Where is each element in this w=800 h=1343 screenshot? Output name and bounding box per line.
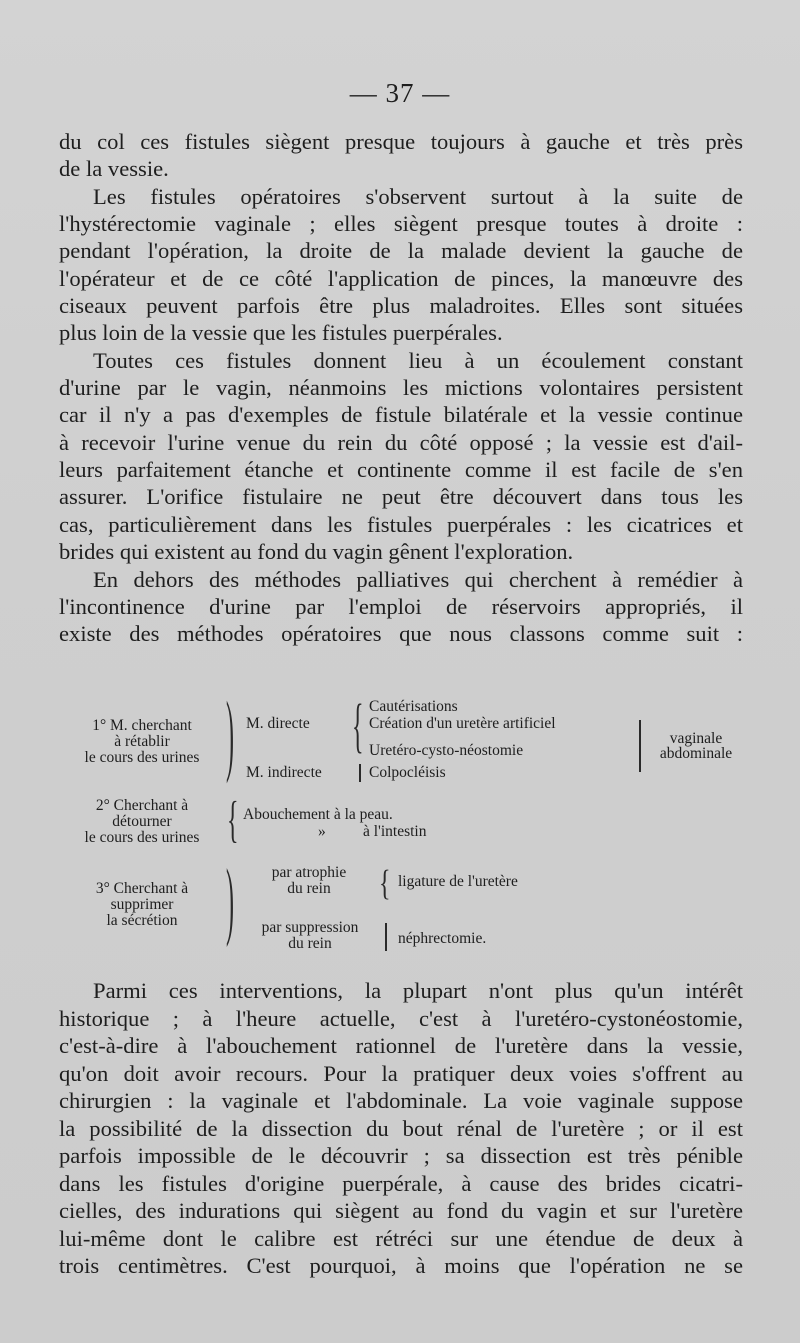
text-line: l'incontinence d'urine par l'emploi de réservoirs appropriés, il [59,593,743,619]
text-block-top [59,128,743,648]
text-line: Toutes ces fistules donnent lieu à un écoulement constant [93,347,743,373]
option-intestine: à l'intestin [363,823,427,840]
text-line: d'urine par le vagin, néanmoins les mictions volontaires persistent [59,375,743,401]
page-number: — 37 — [349,78,451,108]
method-direct: M. directe [246,715,310,732]
right-brace: ) [226,856,234,950]
text-line: Les fistules opératoires s'observent surtout à la suite de [93,183,743,209]
text-line: l'hystérectomie vaginale ; elles siègent presque toutes à droite : [59,211,743,237]
text-line: du col ces fistules siègent presque toujours à gauche et très près [59,129,743,154]
bar-separator [385,923,387,951]
right-brace: ) [226,688,234,787]
text-line: cas, particulièrement dans les fistules puerpérales : les cicatrices et [59,511,743,537]
group2-label [62,798,222,846]
option-skin: Abouchement à la peau. [243,806,393,823]
text-line: ciseaux peuvent parfois être plus maladroites. Elles sont situées [59,293,743,319]
text-line: leurs parfaitement étanche et continente comme il est facile de s'en [59,457,743,483]
text-line: cielles, des indurations qui siègent au fond du vagin et sur l'uretère [59,1198,743,1223]
procedure-artificial-ureter: Création d'un uretère artificiel [369,715,556,732]
group3-label-line: la sécrétion [106,912,178,929]
text-line: lui-même dont le calibre est rétréci sur une étendue de deux à [59,1225,743,1251]
ditto-mark: » [318,823,326,840]
text-line: car il n'y a pas d'exemples de fistule bilatérale et la vessie continue [59,402,743,428]
method-indirect: M. indirecte [246,764,322,781]
text-line: pendant l'opération, la droite de la malade devient la gauche de [59,238,743,264]
route-options [646,731,746,761]
mechanism-line: du rein [288,935,332,952]
mechanism-line: par atrophie [271,864,347,881]
procedure-cauterisations: Cautérisations [369,698,458,715]
mechanism-atrophy [246,865,372,897]
text-line: l'opérateur et de ce côté l'application de pinces, la manœuvre des [59,265,743,291]
text-line: de la vessie. [59,156,169,182]
group1-label-line: à rétablir [114,733,170,750]
text-line: brides qui existent au fond du vagin gênent l'exploration. [59,539,574,565]
text-line: Parmi ces interventions, la plupart n'ont plus qu'un intérêt [93,978,743,1003]
mechanism-line: par suppression [261,919,359,936]
text-line: assurer. L'orifice fistulaire ne peut être découvert dans tous les [59,484,743,510]
group3-label-line: supprimer [110,896,174,913]
text-line: chirurgien : la vaginale et l'abdominale. La voie vaginale suppose [59,1088,743,1113]
procedure-colpocleisis: Colpocléisis [369,764,446,781]
mechanism-suppression [240,920,380,952]
result-nephrectomy: néphrectomie. [398,930,487,947]
group2-label-line: détourner [112,813,172,830]
group2-label-line: le cours des urines [84,829,200,846]
text-line: existe des méthodes opératoires que nous classons comme suit : [59,621,743,647]
text-line: historique ; à l'heure actuelle, c'est à l'uretéro-cystonéostomie, [59,1005,743,1031]
group3-label-line: 3° Cherchant à [95,880,189,897]
text-line: plus loin de la vessie que les fistules puerpérales. [59,320,503,346]
group3-label [62,881,222,929]
text-line: parfois impossible de le découvrir ; sa dissection est très pénible [59,1143,743,1168]
text-line: à recevoir l'urine venue du rein du côté opposé ; la vessie est d'ail- [59,429,743,455]
classification-table [0,680,800,970]
text-line: En dehors des méthodes palliatives qui cherchent à remédier à [93,566,743,592]
route-vaginale: vaginale [669,730,723,747]
procedure-ureterocystoneostomy: Uretéro-cysto-néostomie [369,742,524,759]
group1-label-line: le cours des urines [84,749,200,766]
left-brace: { [352,695,364,761]
text-block-bottom [59,977,743,1280]
text-line: c'est-à-dire à l'abouchement rationnel de l'uretère dans la vessie, [59,1033,743,1058]
route-abdominale: abdominale [659,745,733,762]
result-ligature: ligature de l'uretère [398,873,518,890]
text-line: la possibilité de la dissection du bout rénal de l'uretère ; or il est [59,1115,743,1141]
bar-separator [359,764,361,782]
left-brace: { [227,793,239,849]
text-line: qu'on doit avoir recours. Pour la pratiquer deux voies s'offrent au [59,1060,743,1086]
bar-separator [639,720,641,772]
text-line: trois centimètres. C'est pourquoi, à moins que l'opération ne se [59,1253,743,1278]
text-line: dans les fistules d'origine puerpérale, à cause des brides cicatri- [59,1170,743,1196]
group2-label-line: 2° Cherchant à [95,797,189,814]
group1-label-line: 1° M. cherchant [92,717,192,734]
group1-label [62,718,222,766]
mechanism-line: du rein [287,880,331,897]
left-brace: { [379,864,391,904]
